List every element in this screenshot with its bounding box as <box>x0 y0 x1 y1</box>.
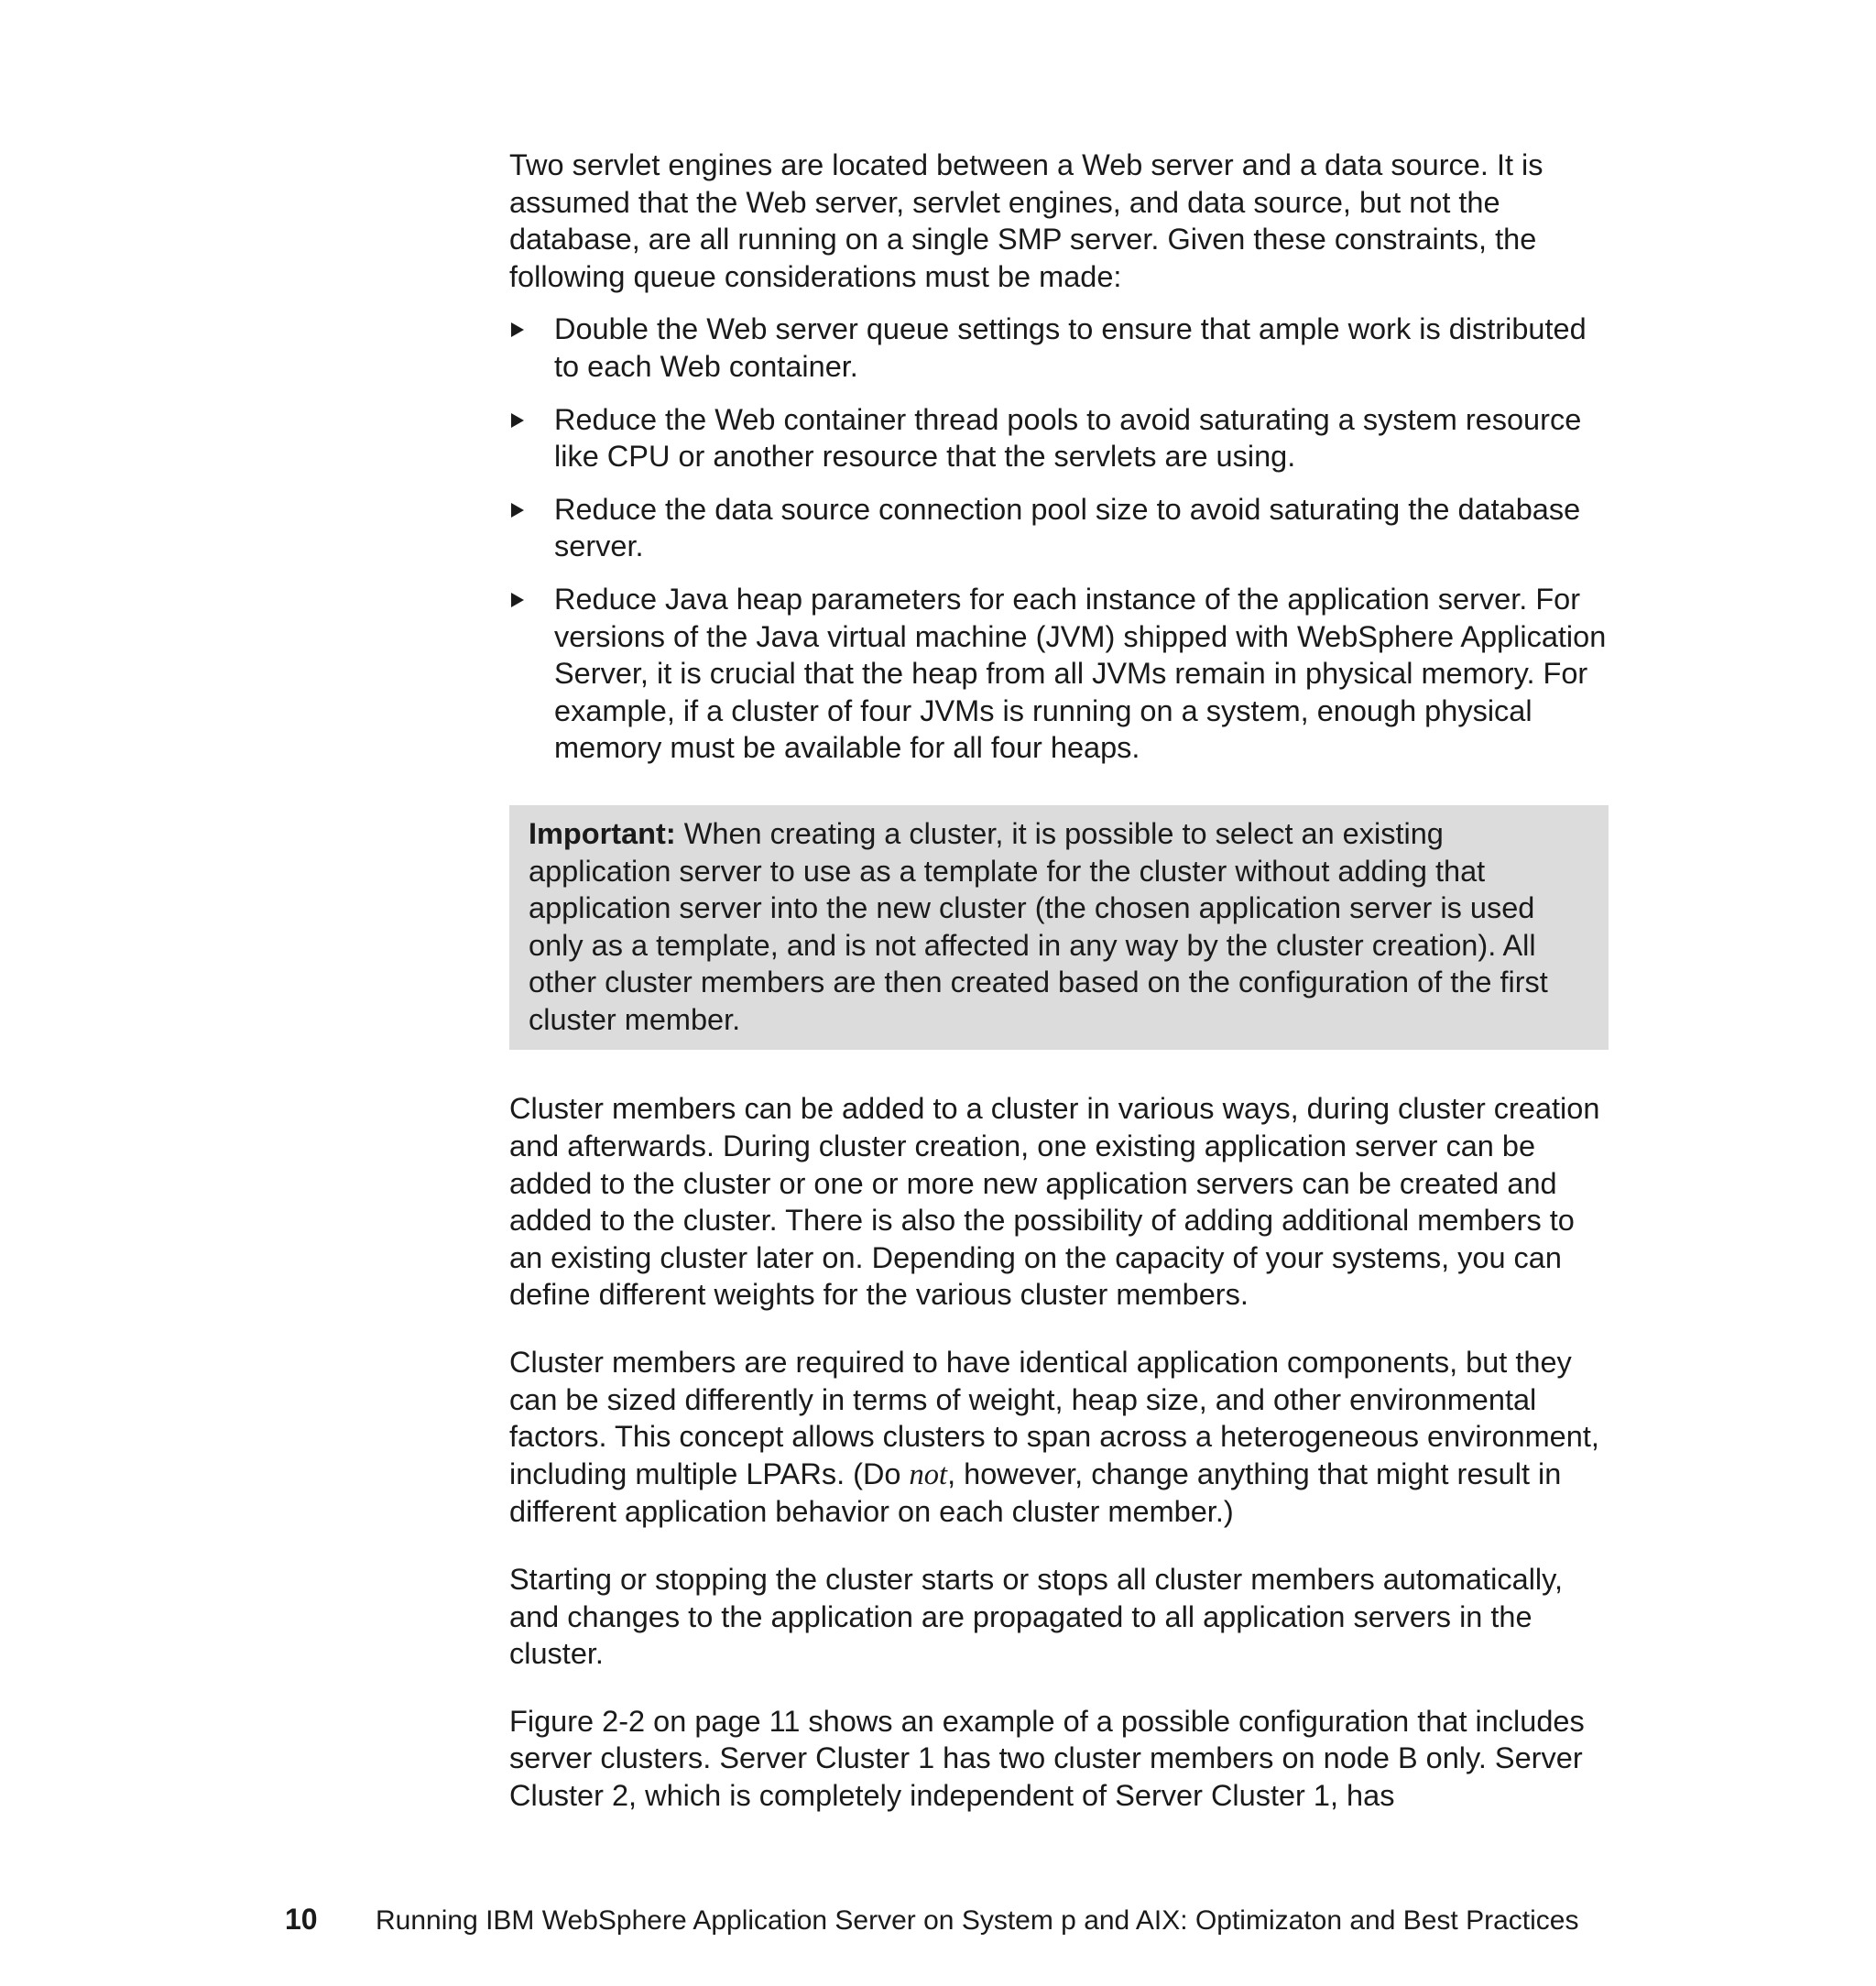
page-number: 10 <box>285 1903 318 1936</box>
cluster-start-stop-paragraph: Starting or stopping the cluster starts or stops all cluster members automatically, and changes to the application are propagated to all application servers in the cluster. <box>509 1563 1564 1671</box>
list-item <box>509 581 1609 767</box>
list-item-text: Reduce the data source connection pool size to avoid saturating the database server. <box>554 492 1581 563</box>
important-note-box <box>509 805 1609 1051</box>
book-title: Running IBM WebSphere Application Server on System p and AIX: Optimizaton and Best Practices <box>376 1905 1579 1936</box>
page-body <box>509 147 1609 1845</box>
important-text: When creating a cluster, it is possible to select an existing application server to use as a template for the cluster without adding that application server into the new cluster (the chosen application server is used only as a template, and is not affected in any way by the cluster creation). All other cluster members are then created based on the configuration of the first cluster member. <box>529 816 1548 1036</box>
figure-reference-paragraph: Figure 2-2 on page 11 shows an example of a possible configuration that includes server clusters. Server Cluster 1 has two cluster members on node B only. Server Cluster 2, which is completely independent of Server Cluster 1, has <box>509 1704 1585 1812</box>
list-item <box>509 311 1609 385</box>
paragraph-text: , however, change anything that might result in different application behavior on each cluster member.) <box>509 1457 1562 1529</box>
list-item <box>509 491 1609 565</box>
cluster-components-paragraph <box>509 1344 1609 1531</box>
intro-paragraph: Two servlet engines are located between a Web server and a data source. It is assumed that the Web server, servlet engines, and data source, but not the database, are all running on a single SMP server. Given these constraints, the following queue considerations must be made: <box>509 148 1543 293</box>
queue-considerations-list <box>509 311 1609 767</box>
emphasis-text: not <box>909 1457 948 1491</box>
list-item-text: Double the Web server queue settings to ensure that ample work is distributed to each Web container. <box>554 312 1587 383</box>
triangle-bullet-icon <box>511 593 524 607</box>
list-item-text: Reduce the Web container thread pools to avoid saturating a system resource like CPU or another resource that the servlets are using. <box>554 402 1582 474</box>
cluster-members-paragraph: Cluster members can be added to a cluster in various ways, during cluster creation and afterwards. During cluster creation, one existing application server can be added to the cluster or one or more new application servers can be created and added to the cluster. There is also the possibility of adding additional members to an existing cluster later on. Depending on the capacity of your systems, you can define different weights for the various cluster members. <box>509 1092 1600 1312</box>
list-item-text: Reduce Java heap parameters for each instance of the application server. For versions of the Java virtual machine (JVM) shipped with WebSphere Application Server, it is crucial that the heap from all JVMs remain in physical memory. For example, if a cluster of four JVMs is running on a system, enough physical memory must be available for all four heaps. <box>554 582 1607 765</box>
page-footer <box>285 1903 1578 1937</box>
paragraph-text: Cluster members are required to have identical application components, but they can be sized differently in terms of weight, heap size, and other environmental factors. This concept allows clusters to span across a heterogeneous environment, including multiple LPARs. (Do <box>509 1346 1599 1490</box>
triangle-bullet-icon <box>511 503 524 518</box>
triangle-bullet-icon <box>511 413 524 428</box>
triangle-bullet-icon <box>511 322 524 337</box>
important-label: Important: <box>529 816 676 850</box>
list-item <box>509 401 1609 475</box>
